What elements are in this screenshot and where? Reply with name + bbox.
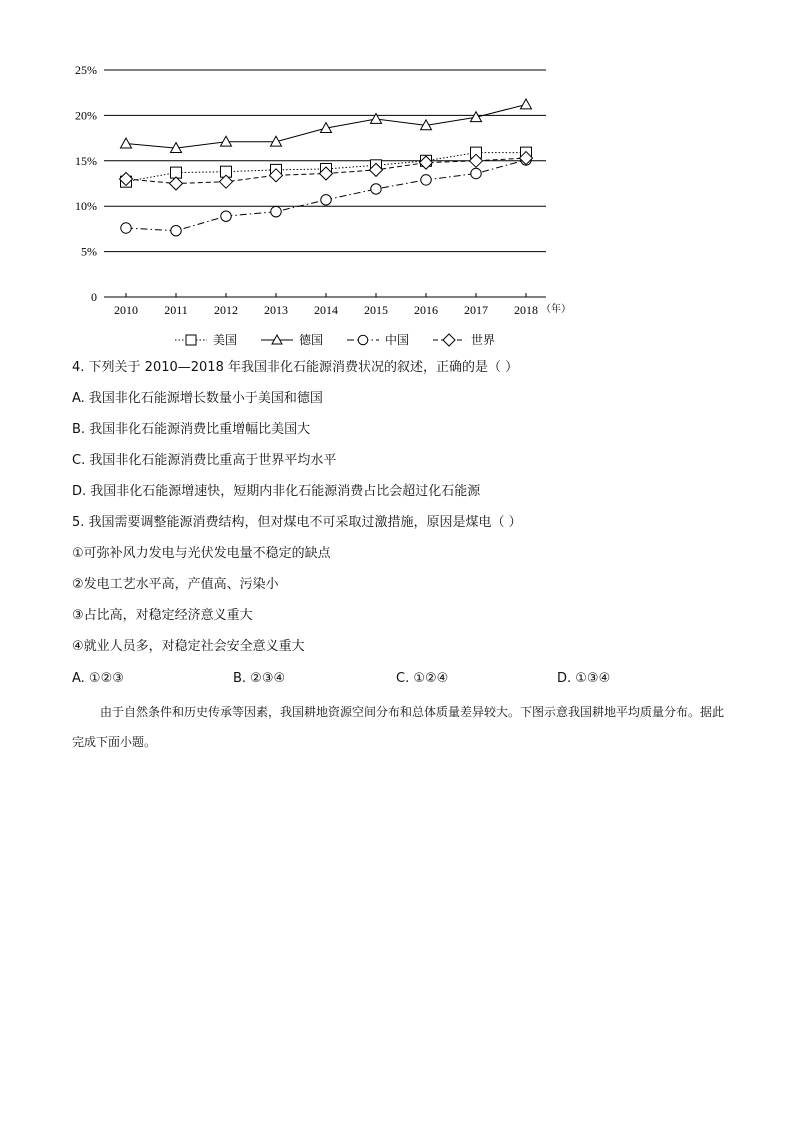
question-5-option-a: A. ①②③ (72, 671, 124, 686)
chart-series (120, 99, 533, 236)
data-point (171, 225, 181, 235)
data-point (170, 177, 183, 190)
x-tick-label: 2015 (364, 303, 388, 317)
question-5-statement-1: ①可弥补风力发电与光伏发电量不稳定的缺点 (72, 546, 331, 561)
question-5-statement-2: ②发电工艺水平高，产值高、污染小 (72, 577, 279, 592)
legend-label: 中国 (385, 333, 410, 347)
data-point (121, 223, 131, 233)
question-5-option-b: B. ②③④ (233, 671, 286, 686)
legend-label: 美国 (213, 333, 238, 347)
x-tick-label: 2016 (414, 303, 438, 317)
question-5-statement-3: ③占比高，对稳定经济意义重大 (72, 608, 253, 623)
question-4-stem: 4. 下列关于 2010—2018 年我国非化石能源消费状况的叙述，正确的是（ ） (72, 360, 519, 375)
x-tick-label: 2010 (114, 303, 138, 317)
y-tick-label: 20% (75, 108, 97, 123)
y-tick-label: 25% (75, 63, 97, 77)
data-point (421, 175, 431, 185)
question-5-option-d: D. ①③④ (557, 671, 611, 686)
x-tick-label: 2018 (514, 303, 538, 317)
question-5-option-c: C. ①②④ (396, 671, 449, 686)
legend-marker (443, 334, 455, 346)
question-4-option-d: D. 我国非化石能源增速快，短期内非化石能源消费占比会超过化石能源 (72, 484, 481, 499)
x-axis-unit: （年） (541, 304, 571, 315)
question-4-option-a: A. 我国非化石能源增长数量小于美国和德国 (72, 391, 323, 406)
series-triangle (121, 99, 532, 152)
legend-marker (186, 335, 196, 345)
y-tick-label: 10% (75, 199, 97, 214)
question-4-option-b: B. 我国非化石能源消费比重增幅比美国大 (72, 422, 311, 437)
data-point (221, 136, 232, 146)
data-point (271, 206, 281, 216)
y-tick-label: 0 (91, 290, 97, 304)
question-4-option-c: C. 我国非化石能源消费比重高于世界平均水平 (72, 453, 337, 468)
y-axis-ticks (75, 63, 97, 304)
x-tick-label: 2012 (214, 303, 238, 317)
data-point (321, 195, 331, 205)
y-tick-label: 15% (75, 153, 97, 168)
x-tick-label: 2011 (164, 303, 188, 317)
question-5-statement-4: ④就业人员多，对稳定社会安全意义重大 (72, 639, 305, 654)
y-tick-label: 5% (81, 244, 97, 259)
data-point (521, 99, 532, 109)
chart-legend (175, 332, 495, 347)
passage-intro: 由于自然条件和历史传承等因素，我国耕地资源空间分布和总体质量差异较大。下图示意我国耕地平均质量分布。据此完成下面小题。 (72, 705, 725, 749)
data-point (371, 184, 381, 194)
legend-label: 世界 (471, 333, 496, 347)
x-tick-label: 2014 (314, 303, 338, 317)
data-point (221, 211, 231, 221)
x-tick-label: 2017 (464, 303, 488, 317)
legend-marker (358, 335, 368, 345)
legend-label: 德国 (299, 333, 324, 347)
question-5-stem: 5. 我国需要调整能源消费结构，但对煤电不可采取过激措施，原因是煤电（ ） (72, 515, 522, 530)
line-chart (0, 0, 794, 360)
x-tick-label: 2013 (264, 303, 288, 317)
data-point (471, 168, 481, 178)
data-point (121, 138, 132, 148)
